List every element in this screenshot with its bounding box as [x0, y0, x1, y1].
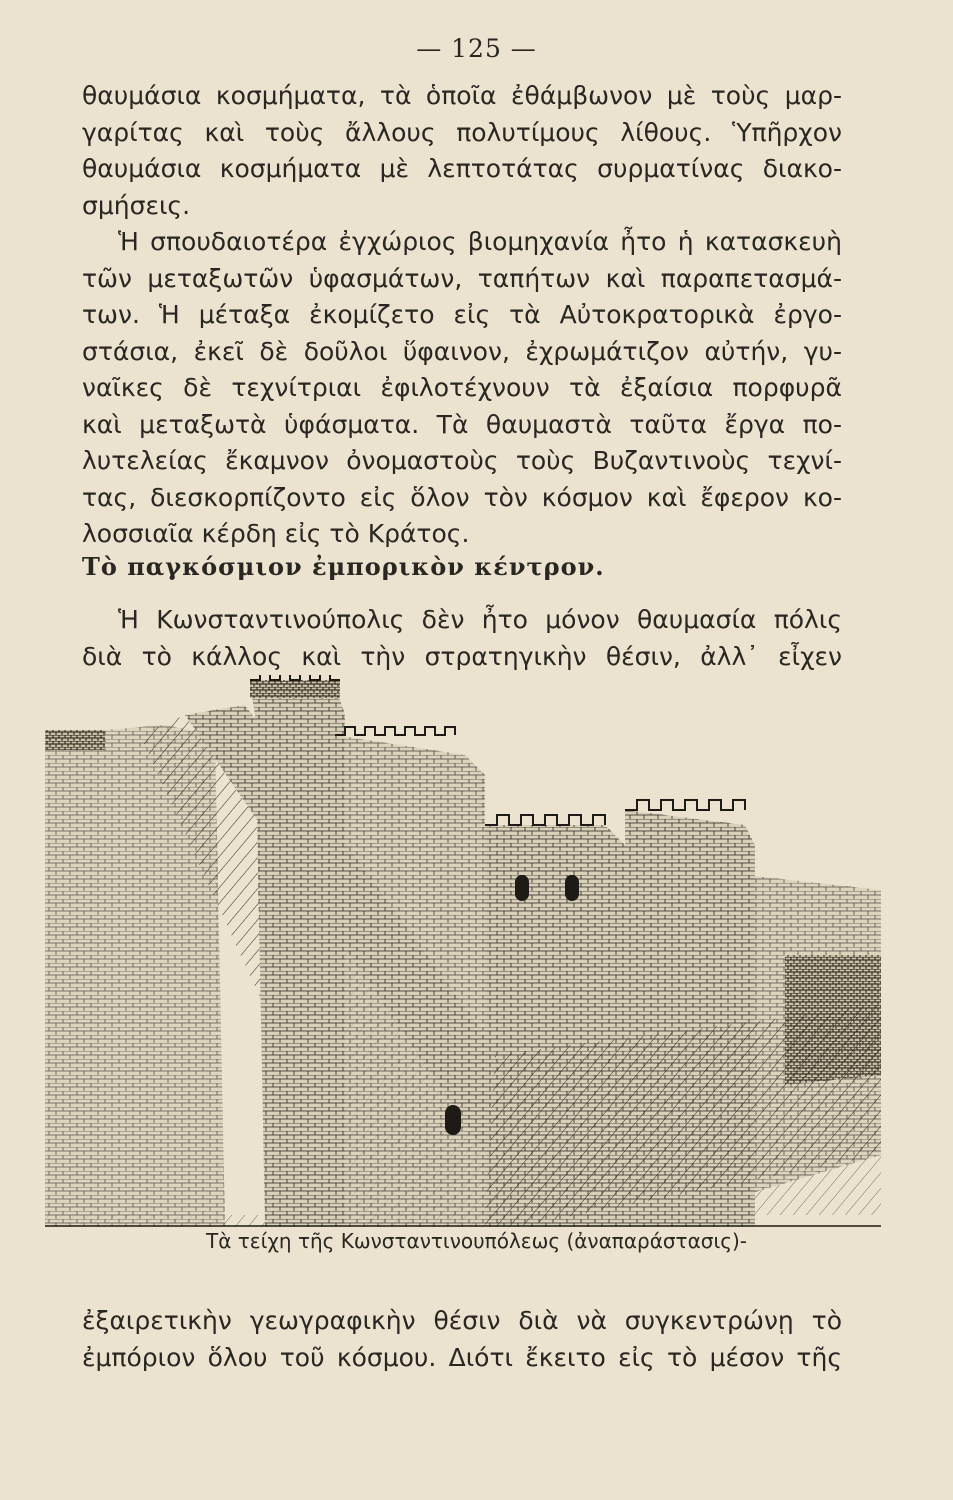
text-line: θαυμάσια κοσμήματα μὲ λεπτοτάτας συρματίνας διακο-	[82, 154, 842, 183]
figure-caption: Τὰ τείχη τῆς Κωνσταντινουπόλεως (ἀναπαράστασις)-	[206, 1229, 747, 1253]
paragraph-constantinople	[82, 602, 842, 675]
text-line: γαρίτας καὶ τοὺς ἄλλους πολυτίμους λίθους. Ὑπῆρχον	[82, 117, 842, 147]
text-line: σμήσεις.	[82, 190, 191, 220]
text-line: τῶν μεταξωτῶν ὑφασμάτων, ταπήτων καὶ παραπετασμά-	[82, 263, 842, 293]
section-heading: Τὸ παγκόσμιον ἐμπορικὸν κέντρον.	[82, 552, 605, 581]
text-line: ἐξαιρετικὴν γεωγραφικὴν θέσιν διὰ νὰ συγκεντρώνῃ τὸ	[82, 1306, 842, 1335]
text-line: τας, διεσκορπίζοντο εἰς ὅλον τὸν κόσμον καὶ ἔφερον κο-	[82, 482, 842, 512]
text-line: Ἡ σπουδαιοτέρα ἐγχώριος βιομηχανία ἦτο ἡ κατασκευὴ	[118, 227, 842, 256]
text-line: λοσσιαῖα κέρδη εἰς τὸ Κράτος.	[82, 519, 470, 548]
text-line: διὰ τὸ κάλλος καὶ τὴν στρατηγικὴν θέσιν, ἀλλ᾽ εἶχεν	[82, 641, 842, 671]
paragraph-silk-industry	[82, 224, 842, 553]
paragraph-jewelry	[82, 78, 842, 224]
text-line: καὶ μεταξωτὰ ὑφάσματα. Τὰ θαυμαστὰ ταῦτα ἔργα πο-	[82, 409, 842, 439]
page-number: — 125 —	[416, 34, 537, 63]
text-line: ναῖκες δὲ τεχνίτριαι ἐφιλοτέχνουν τὰ ἐξαίσια πορφυρᾶ	[82, 373, 842, 402]
paragraph-geography	[82, 1303, 842, 1376]
text-line: των. Ἡ μέταξα ἐκομίζετο εἰς τὰ Αὐτοκρατορικὰ ἐργο-	[82, 300, 842, 329]
text-line: ἐμπόριον ὅλου τοῦ κόσμου. Διότι ἔκειτο εἰς τὸ μέσον τῆς	[82, 1342, 842, 1372]
text-line: λυτελείας ἔκαμνον ὀνομαστοὺς τοὺς Βυζαντινοὺς τεχνί-	[82, 446, 842, 475]
city-walls-illustration	[45, 675, 881, 1227]
text-line: στάσια, ἐκεῖ δὲ δοῦλοι ὕφαινον, ἐχρωμάτιζον αὐτήν, γυ-	[82, 336, 842, 366]
text-line: Ἡ Κωνσταντινούπολις δὲν ἦτο μόνον θαυμασία πόλις	[118, 605, 842, 634]
text-line: θαυμάσια κοσμήματα, τὰ ὁποῖα ἐθάμβωνον μὲ τοὺς μαρ-	[82, 81, 842, 110]
